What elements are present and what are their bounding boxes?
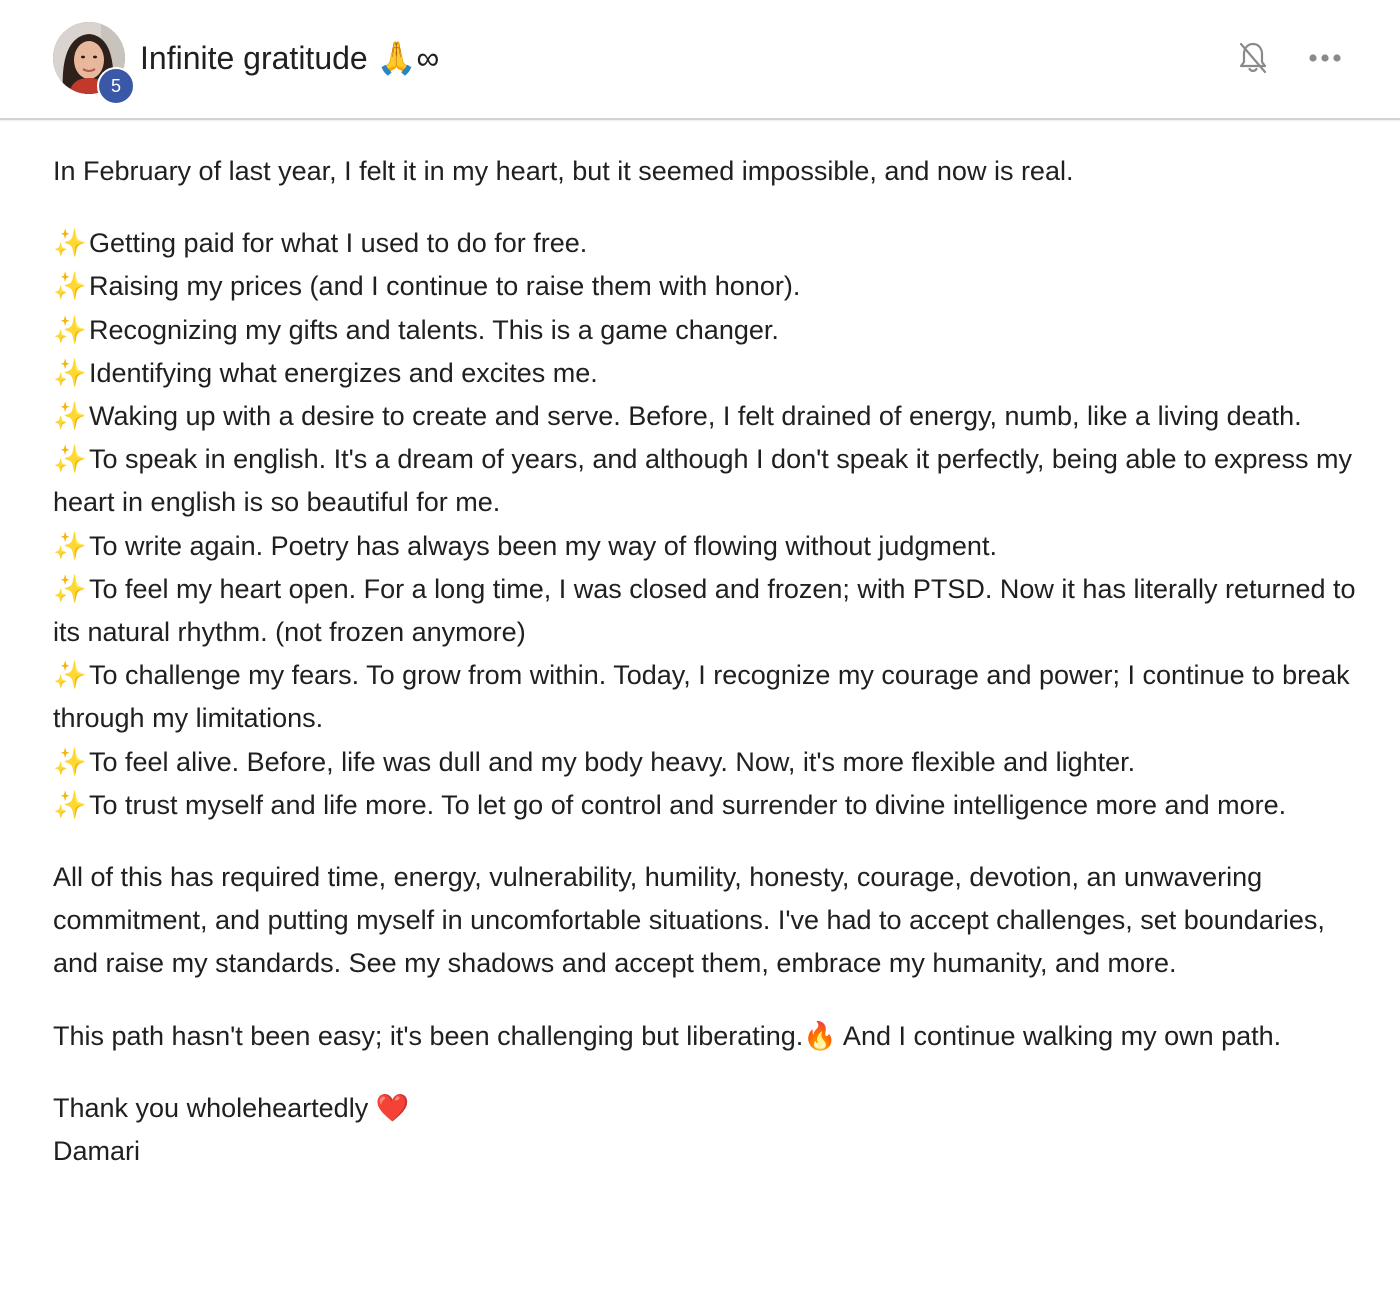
post-title: Infinite gratitude 🙏∞ <box>140 40 440 76</box>
list-item: ✨To feel alive. Before, life was dull and my body heavy. Now, it's more flexible and lighter. <box>53 741 1363 784</box>
notification-bell-off-button[interactable] <box>1233 38 1273 78</box>
sparkles-icon: ✨ <box>53 228 87 259</box>
list-item: ✨Waking up with a desire to create and serve. Before, I felt drained of energy, numb, like a living death. <box>53 395 1363 438</box>
sparkles-icon: ✨ <box>53 314 87 345</box>
sparkles-icon: ✨ <box>53 401 87 432</box>
sparkles-icon: ✨ <box>53 789 87 820</box>
level-badge: 5 <box>97 67 135 105</box>
post-intro: In February of last year, I felt it in my heart, but it seemed impossible, and now is real. <box>53 156 1074 186</box>
gratitude-list <box>53 222 1363 827</box>
spacer <box>53 1058 1363 1087</box>
spacer <box>53 827 1363 856</box>
post-closing: Thank you wholeheartedly ❤️ <box>53 1092 410 1123</box>
sparkles-icon: ✨ <box>53 530 87 561</box>
more-options-button[interactable] <box>1305 38 1345 78</box>
list-item: ✨Recognizing my gifts and talents. This is a game changer. <box>53 309 1363 352</box>
post-signature: Damari <box>53 1136 141 1167</box>
list-item: ✨To trust myself and life more. To let go of control and surrender to divine intelligence more and more. <box>53 784 1363 827</box>
ellipsis-icon <box>1308 53 1342 63</box>
sparkles-icon: ✨ <box>53 746 87 777</box>
post-paragraph-3: This path hasn't been easy; it's been challenging but liberating.🔥 And I continue walking my own path. <box>53 1020 1282 1051</box>
list-item: ✨To feel my heart open. For a long time, I was closed and frozen; with PTSD. Now it has literally returned to its natural rhythm. (not frozen anymore) <box>53 568 1363 654</box>
list-item: ✨To speak in english. It's a dream of years, and although I don't speak it perfectly, being able to express my heart in english is so beautiful for me. <box>53 438 1363 524</box>
sparkles-icon: ✨ <box>53 573 87 604</box>
bell-off-icon <box>1238 41 1268 75</box>
post-header <box>0 0 1400 120</box>
post-body <box>53 150 1363 1173</box>
spacer <box>53 986 1363 1015</box>
sparkles-icon: ✨ <box>53 271 87 302</box>
sparkles-icon: ✨ <box>53 357 87 388</box>
post-paragraph-2: All of this has required time, energy, vulnerability, humility, honesty, courage, devotion, an unwavering commitment, and putting myself in uncomfortable situations. I've had to accept challenges, set boundaries, and raise my standards. See my shadows and accept them, embrace my humanity, and more. <box>53 862 1325 979</box>
spacer <box>53 193 1363 222</box>
sparkles-icon: ✨ <box>53 660 87 691</box>
list-item: ✨To write again. Poetry has always been my way of flowing without judgment. <box>53 525 1363 568</box>
list-item: ✨Getting paid for what I used to do for free. <box>53 222 1363 265</box>
list-item: ✨Identifying what energizes and excites me. <box>53 352 1363 395</box>
list-item: ✨Raising my prices (and I continue to raise them with honor). <box>53 265 1363 308</box>
author-avatar[interactable] <box>53 22 127 96</box>
list-item: ✨To challenge my fears. To grow from within. Today, I recognize my courage and power; I continue to break through my limitations. <box>53 654 1363 740</box>
sparkles-icon: ✨ <box>53 444 87 475</box>
